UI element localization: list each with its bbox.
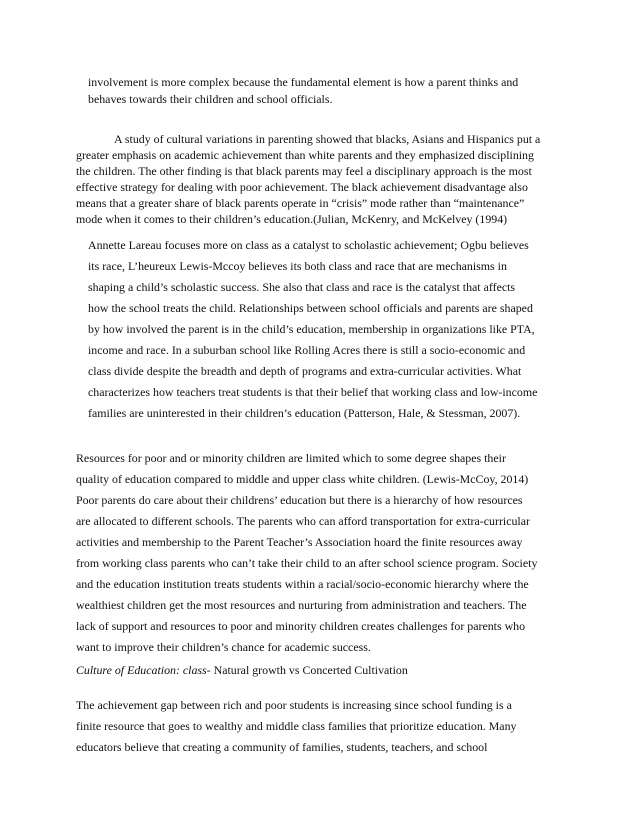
text-line: The achievement gap between rich and poor students is increasing since school funding is a xyxy=(76,698,512,712)
text-line: income and race. In a suburban school like Rolling Acres there is still a socio-economic and xyxy=(88,343,526,357)
text-line: by how involved the parent is in the child’s education, membership in organizations like PTA, xyxy=(88,322,535,336)
text-line: its race, L’heureux Lewis-Mccoy believes its both class and race that are mechanisms in xyxy=(88,259,507,273)
text-line: means that a greater share of black parents operate in “crisis” mode rather than “maintenance” xyxy=(76,196,525,210)
text-line: want to improve their children’s chance for academic success. xyxy=(76,640,371,654)
text-line: finite resource that goes to wealthy and middle class families that prioritize education. Many xyxy=(76,719,517,733)
section-heading-italic: Culture of Education: class- xyxy=(76,663,211,677)
text-line: activities and membership to the Parent Teacher’s Association hoard the finite resources away xyxy=(76,535,523,549)
text-line: Poor parents do care about their childrens’ education but there is a hierarchy of how resources xyxy=(76,493,523,507)
text-line: behaves towards their children and school officials. xyxy=(88,92,333,106)
text-line: lack of support and resources to poor and minority children creates challenges for parents who xyxy=(76,619,526,633)
text-line: effective strategy for dealing with poor achievement. The black achievement disadvantage also xyxy=(76,180,528,194)
text-line: involvement is more complex because the fundamental element is how a parent thinks and xyxy=(88,75,519,89)
section-heading xyxy=(76,663,408,677)
text-line: shaping a child’s scholastic success. She also that class and race is the catalyst that affects xyxy=(88,280,516,294)
text-line: A study of cultural variations in parenting showed that blacks, Asians and Hispanics put a xyxy=(114,132,541,146)
text-line: families are uninterested in their children’s education (Patterson, Hale, & Stessman, 2007). xyxy=(88,406,521,420)
text-line: are allocated to different schools. The parents who can afford transportation for extra-curricular xyxy=(76,514,530,528)
text-line: mode when it comes to their children’s education.(Julian, McKenry, and McKelvey (1994) xyxy=(76,212,508,226)
section-heading-regular: Natural growth vs Concerted Cultivation xyxy=(210,663,408,677)
text-line: class divide despite the breadth and depth of programs and extra-curricular activities. What xyxy=(88,364,522,378)
text-line: the children. The other finding is that black parents may feel a disciplinary approach is the most xyxy=(76,164,532,178)
text-line: quality of education compared to middle and upper class white children. (Lewis-McCoy, 2014) xyxy=(76,472,529,486)
text-line: from working class parents who can’t take their child to an after school science program. Society xyxy=(76,556,538,570)
text-line: how the school treats the child. Relationships between school officials and parents are shaped xyxy=(88,301,533,315)
text-line: characterizes how teachers treat students is that their belief that working class and low-income xyxy=(88,385,538,399)
text-line: greater emphasis on academic achievement than white parents and they emphasized disciplining xyxy=(76,148,534,162)
text-line: Annette Lareau focuses more on class as a catalyst to scholastic achievement; Ogbu believes xyxy=(88,238,529,252)
text-line: Resources for poor and or minority children are limited which to some degree shapes their xyxy=(76,451,506,465)
text-line: and the education institution treats students within a racial/socio-economic hierarchy where the xyxy=(76,577,529,591)
text-line: wealthiest children get the most resources and nurturing from administration and teachers. The xyxy=(76,598,527,612)
text-line: educators believe that creating a community of families, students, teachers, and school xyxy=(76,740,488,754)
